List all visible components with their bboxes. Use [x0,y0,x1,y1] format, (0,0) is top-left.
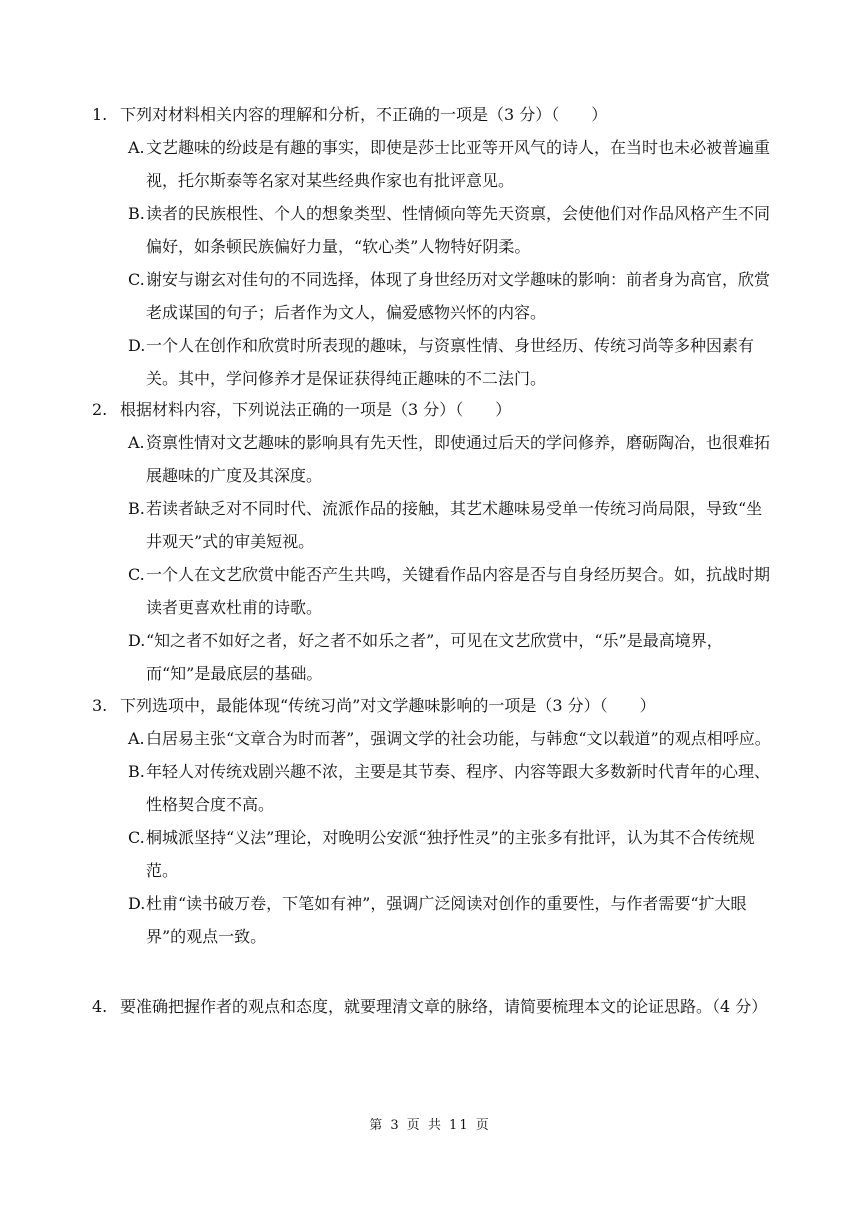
option-letter: D. [128,894,146,913]
option-text: 年轻人对传统戏剧兴趣不浓，主要是其节奏、程序、内容等跟大多数新时代青年的心理、性格契合度不高。 [146,762,771,814]
question-1 [92,98,776,395]
question-stem [92,689,776,722]
question-number: 2. [92,400,108,419]
option-b[interactable] [92,755,776,821]
option-letter: D. [128,631,146,650]
option-b[interactable] [92,197,776,263]
option-d[interactable] [92,624,776,690]
option-d[interactable] [92,887,776,953]
option-text: “知之者不如好之者，好之者不如乐之者”，可见在文艺欣赏中，“乐”是最高境界，而“知”是最底层的基础。 [146,631,723,683]
option-letter: D. [128,336,146,355]
option-text: 一个人在文艺欣赏中能否产生共鸣，关键看作品内容是否与自身经历契合。如，抗战时期读者更喜欢杜甫的诗歌。 [146,565,771,617]
question-number: 4. [92,997,108,1016]
question-number: 3. [92,696,108,715]
option-letter: B. [128,204,145,223]
option-text: 谢安与谢玄对佳句的不同选择，体现了身世经历对文学趣味的影响：前者身为高官，欣赏老成谋国的句子；后者作为文人，偏爱感物兴怀的内容。 [146,270,771,322]
question-3 [92,689,776,953]
option-letter: C. [128,270,145,289]
option-b[interactable] [92,492,776,558]
option-d[interactable] [92,329,776,395]
option-text: 文艺趣味的纷歧是有趣的事实，即使是莎士比亚等开风气的诗人，在当时也未必被普遍重视，托尔斯泰等名家对某些经典作家也有批评意见。 [146,138,771,190]
option-c[interactable] [92,558,776,624]
option-c[interactable] [92,821,776,887]
option-letter: A. [128,433,145,452]
question-text: 下列选项中，最能体现“传统习尚”对文学趣味影响的一项是（3 分）（ ） [120,696,656,715]
page-footer: 第 3 页 共 11 页 [369,1118,491,1133]
option-letter: A. [128,729,145,748]
question-text: 根据材料内容，下列说法正确的一项是（3 分）（ ） [120,400,512,419]
option-text: 桐城派坚持“义法”理论，对晚明公安派“独抒性灵”的主张多有批评，认为其不合传统规范。 [146,828,755,880]
option-text: 读者的民族根性、个人的想象类型、性情倾向等先天资禀，会使他们对作品风格产生不同偏好，如条顿民族偏好力量，“软心类”人物特好阴柔。 [146,204,771,256]
option-text: 若读者缺乏对不同时代、流派作品的接触，其艺术趣味易受单一传统习尚局限，导致“坐井观天”式的审美短视。 [146,499,763,551]
question-stem [92,98,776,131]
option-a[interactable] [92,131,776,197]
question-text: 要准确把握作者的观点和态度，就要理清文章的脉络，请简要梳理本文的论证思路。（4 分） [120,997,768,1016]
question-stem [92,393,776,426]
option-c[interactable] [92,263,776,329]
question-text: 下列对材料相关内容的理解和分析，不正确的一项是（3 分）（ ） [120,105,608,124]
option-letter: A. [128,138,145,157]
option-letter: C. [128,828,145,847]
option-a[interactable] [92,426,776,492]
question-2 [92,393,776,690]
option-letter: C. [128,565,145,584]
question-4 [92,990,776,1023]
option-text: 资禀性情对文艺趣味的影响具有先天性，即使通过后天的学问修养，磨砺陶冶，也很难拓展趣味的广度及其深度。 [146,433,771,485]
option-text: 一个人在创作和欣赏时所表现的趣味，与资禀性情、身世经历、传统习尚等多种因素有关。其中，学问修养才是保证获得纯正趣味的不二法门。 [146,336,755,388]
option-text: 杜甫“读书破万卷，下笔如有神”，强调广泛阅读对创作的重要性，与作者需要“扩大眼界”的观点一致。 [146,894,747,946]
option-letter: B. [128,762,145,781]
question-stem [92,990,776,1023]
question-number: 1. [92,105,108,124]
option-letter: B. [128,499,145,518]
option-text: 白居易主张“文章合为时而著”，强调文学的社会功能，与韩愈“文以载道”的观点相呼应。 [146,729,771,748]
option-a[interactable] [92,722,776,755]
